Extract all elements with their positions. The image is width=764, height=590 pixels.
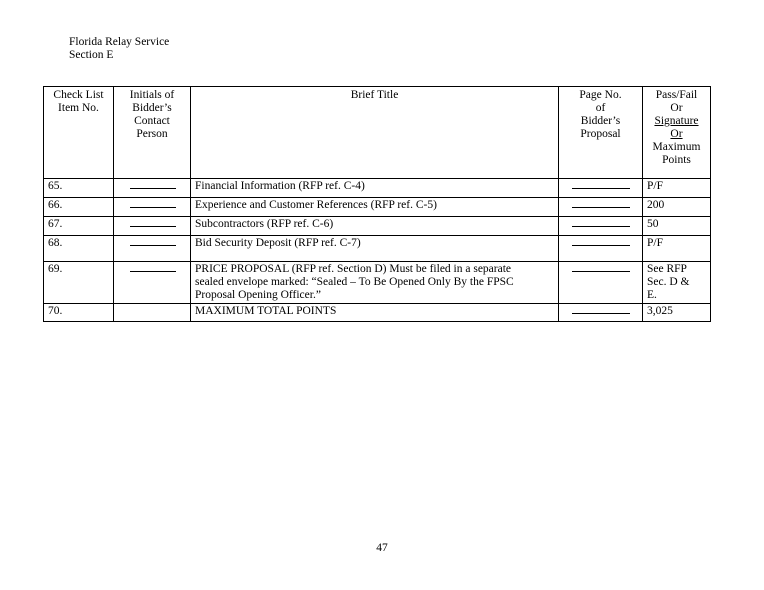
item-number: 65. — [44, 179, 114, 198]
table-row — [44, 179, 711, 198]
item-number: 66. — [44, 198, 114, 217]
item-number: 67. — [44, 217, 114, 236]
column-header-pass-fail: Pass/Fail Or Signature Or Maximum Points — [643, 87, 711, 179]
item-number: 68. — [44, 236, 114, 262]
item-number: 70. — [44, 304, 114, 322]
initials-blank[interactable] — [114, 217, 191, 236]
page-number: 47 — [376, 542, 388, 554]
points-value: See RFP Sec. D & E. — [643, 262, 711, 304]
table-row — [44, 236, 711, 262]
brief-title: PRICE PROPOSAL (RFP ref. Section D) Must be filed in a separate sealed envelope marked: “Sealed – To Be Opened Only By the FPSC Proposal Opening Officer.” — [191, 262, 559, 304]
brief-title: Subcontractors (RFP ref. C-6) — [191, 217, 559, 236]
brief-title: Bid Security Deposit (RFP ref. C-7) — [191, 236, 559, 262]
brief-title: MAXIMUM TOTAL POINTS — [191, 304, 559, 322]
column-header-check-list: Check List Item No. — [44, 87, 114, 179]
points-value: 50 — [643, 217, 711, 236]
initials-blank[interactable] — [114, 179, 191, 198]
page-no-blank[interactable] — [559, 304, 643, 322]
initials-empty — [114, 304, 191, 322]
initials-blank[interactable] — [114, 262, 191, 304]
column-header-brief-title: Brief Title — [191, 87, 559, 179]
page-no-blank[interactable] — [559, 236, 643, 262]
header-title: Florida Relay Service — [69, 36, 170, 48]
points-value: P/F — [643, 236, 711, 262]
header-section: Section E — [69, 49, 114, 61]
brief-title: Financial Information (RFP ref. C-4) — [191, 179, 559, 198]
checklist-table — [43, 86, 711, 322]
page-no-blank[interactable] — [559, 179, 643, 198]
initials-blank[interactable] — [114, 236, 191, 262]
table-row — [44, 217, 711, 236]
item-number: 69. — [44, 262, 114, 304]
page-no-blank[interactable] — [559, 198, 643, 217]
points-value: 200 — [643, 198, 711, 217]
points-value: P/F — [643, 179, 711, 198]
document-header — [69, 36, 169, 62]
initials-blank[interactable] — [114, 198, 191, 217]
page-no-blank[interactable] — [559, 217, 643, 236]
table-row-total — [44, 304, 711, 322]
table-header-row — [44, 87, 711, 179]
table-row — [44, 262, 711, 304]
table-row — [44, 198, 711, 217]
brief-title: Experience and Customer References (RFP ref. C-5) — [191, 198, 559, 217]
page-no-blank[interactable] — [559, 262, 643, 304]
points-total: 3,025 — [643, 304, 711, 322]
column-header-page-no: Page No. of Bidder’s Proposal — [559, 87, 643, 179]
column-header-initials: Initials of Bidder’s Contact Person — [114, 87, 191, 179]
